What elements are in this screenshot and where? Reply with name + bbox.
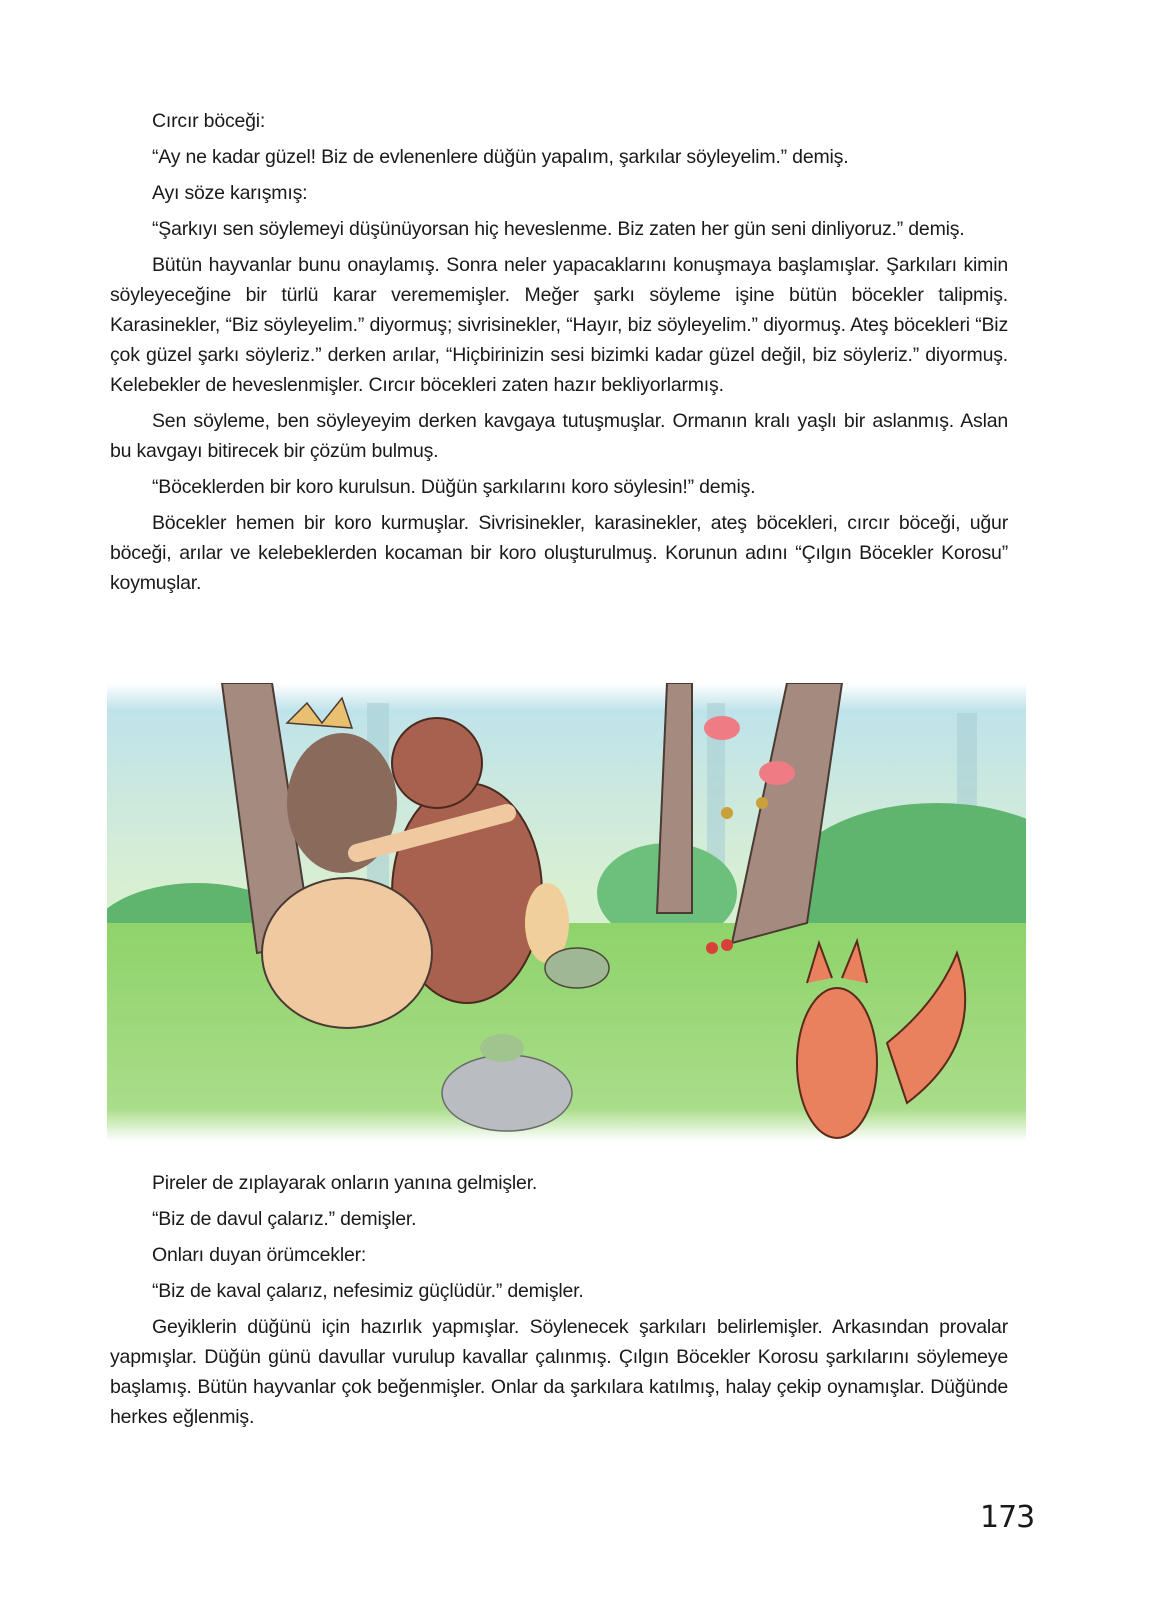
paragraph: Bütün hayvanlar bunu onaylamış. Sonra neler yapacaklarını konuşmaya başlamışlar. Şarkıları kimin söyleyeceğine bir türlü karar verememişler. Meğer şarkı söyleme işine bütün böcekler talipmiş. Karasinekler, “Biz söyleyelim.” diyormuş; sivrisinekler, “Hayır, biz söyleyelim.” diyormuş. Ateş böcekleri “Biz çok güzel şarkı söyleriz.” derken arılar, “Hiçbirinizin sesi bizimki kadar güzel değil, biz söyleriz.” diyormuş. Kelebekler de heveslenmişler. Cırcır böcekleri zaten hazır bekliyorlarmış. xyxy=(110,254,1008,396)
forest-scene-image xyxy=(107,683,1026,1141)
paragraph: Ayı söze karışmış: xyxy=(152,182,308,204)
paragraph: Cırcır böceği: xyxy=(152,110,266,132)
story-text-top xyxy=(110,106,1008,604)
paragraph: Geyiklerin düğünü için hazırlık yapmışlar. Söylenecek şarkıları belirlemişler. Arkasından provalar yapmışlar. Düğün günü davullar vurulup kavallar çalınmış. Çılgın Böcekler Korosu şarkılarını söylemeye başlamış. Bütün hayvanlar çok beğenmişler. Onlar da şarkılara katılmış, halay çekip oynamışlar. Düğünde herkes eğlenmiş. xyxy=(110,1316,1008,1428)
story-text-bottom xyxy=(110,1168,1008,1438)
paragraph: “Biz de kaval çalarız, nefesimiz güçlüdür.” demişler. xyxy=(152,1280,584,1302)
paragraph: Böcekler hemen bir koro kurmuşlar. Sivrisinekler, karasinekler, ateş böcekleri, cırcır böceği, uğur böceği, arılar ve kelebeklerden kocaman bir koro oluşturulmuş. Korunun adını “Çılgın Böcekler Korosu” koymuşlar. xyxy=(110,512,1008,594)
story-illustration xyxy=(107,683,1026,1141)
page-number: 173 xyxy=(980,1500,1035,1535)
paragraph: Onları duyan örümcekler: xyxy=(152,1244,367,1266)
paragraph: Sen söyleme, ben söyleyeyim derken kavgaya tutuşmuşlar. Ormanın kralı yaşlı bir aslanmış. Aslan bu kavgayı bitirecek bir çözüm bulmuş. xyxy=(110,410,1008,462)
paragraph: “Şarkıyı sen söylemeyi düşünüyorsan hiç heveslenme. Biz zaten her gün seni dinliyoruz.” demiş. xyxy=(152,218,965,240)
paragraph: “Biz de davul çalarız.” demişler. xyxy=(152,1208,417,1230)
paragraph: “Ay ne kadar güzel! Biz de evlenenlere düğün yapalım, şarkılar söyleyelim.” demiş. xyxy=(152,146,849,168)
paragraph: “Böceklerden bir koro kurulsun. Düğün şarkılarını koro söylesin!” demiş. xyxy=(152,476,756,498)
paragraph: Pireler de zıplayarak onların yanına gelmişler. xyxy=(152,1172,538,1194)
